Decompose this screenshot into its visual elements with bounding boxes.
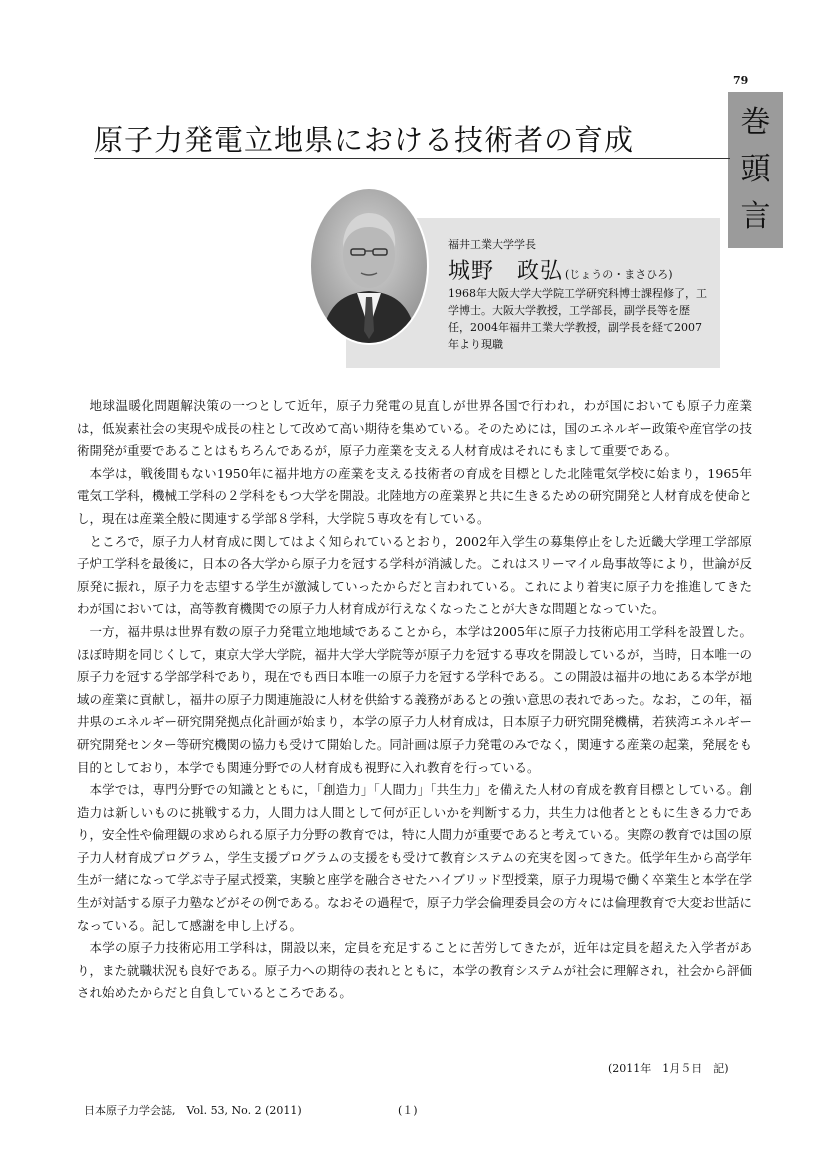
paragraph: 本学は，戦後間もない1950年に福井地方の産業を支える技術者の育成を目標とした北陸電気学校に始まり，1965年電気工学科，機械工学科の２学科をもつ大学を開設。北陸地方の産業界と共に生きるための研究開発と人材育成を使命とし，現在は産業全般に関連する学部８学科，大学院５専攻を有している。	[77, 465, 753, 526]
paragraph: ところで，原子力人材育成に関してはよく知られているとおり，2002年入学生の募集停止をした近畿大学理工学部原子炉工学科を最後に，日本の各大学から原子力を冠する学科が消滅した。これはスリーマイル島事故等により，世論が反原発に振れ，原子力を志望する学生が激減していったからだと言われている。これにより着実に原子力を推進してきたわが国においては，高等教育機関での原子力人材育成が行えなくなったことが大きな問題となっていた。	[77, 533, 752, 617]
section-tab-char: 言	[740, 198, 771, 234]
portrait-image	[311, 189, 427, 343]
journal-footer: 日本原子力学会誌, Vol. 53, No. 2 (2011)	[84, 1104, 302, 1117]
author-affiliation: 福井工業大学学長	[448, 238, 536, 251]
date-note: (2011年 1月５日 記)	[608, 1062, 729, 1075]
author-bio: 1968年大阪大学大学院工学研究科博士課程修了，工学博士。大阪大学教授，工学部長，副学長等を歴任，2004年福井工業大学教授，副学長を経て2007年より現職	[448, 287, 707, 351]
author-name-line	[448, 254, 673, 285]
article-title: 原子力発電立地県における技術者の育成	[94, 123, 635, 157]
paragraph: 本学では，専門分野での知識とともに，「創造力」「人間力」「共生力」を備えた人材の育成を教育目標としている。創造力は新しいものに挑戦する力，人間力は人間として何が正しいかを判断する力，共生力は他者とともに生きる力であり，安全性や倫理観の求められる原子力分野の教育では，特に人間力が重要であると考えている。実際の教育では国の原子力人材育成プログラム，学生支援プログラムの支援をも受けて教育システムの充実を図ってきた。低学年生から高学年生が一緒になって学ぶ寺子屋式授業，実験と座学を融合させたハイブリッド型授業，原子力現場で働く卒業生と本学在学生が対話する原子力塾などがその例である。なおその過程で，原子力学会倫理委員会の方々には倫理教育で大変お世話になっている。記して感謝を申し上げる。	[77, 782, 753, 933]
author-reading: (じょうの・まさひろ)	[565, 268, 673, 281]
footer-page-number: (１)	[398, 1104, 418, 1117]
paragraph: 本学の原子力技術応用工学科は，開設以来，定員を充足することに苦労してきたが，近年は定員を超えた入学者があり，また就職状況も良好である。原子力への期待の表れとともに，本学の教育システムが社会に理解され，社会から評価され始めたからだと自負しているところである。	[77, 940, 752, 1001]
section-tab-char: 巻	[740, 105, 771, 141]
section-tab-char: 頭	[740, 151, 771, 187]
page-number: 79	[733, 74, 749, 87]
author-name: 城野 政弘	[448, 259, 564, 284]
section-tab	[728, 92, 783, 248]
title-rule	[94, 158, 730, 159]
paragraph: 地球温暖化問題解決策の一つとして近年，原子力発電の見直しが世界各国で行われ，わが国においても原子力産業は，低炭素社会の実現や成長の柱として改めて高い期待を集めている。そのためには，国のエネルギー政策や産官学の技術開発が重要であることはもちろんであるが，原子力産業を支える人材育成はそれにもまして重要である。	[77, 398, 753, 459]
article-body	[77, 395, 752, 1005]
author-portrait	[311, 189, 427, 343]
paragraph: 一方，福井県は世界有数の原子力発電立地地域であることから，本学は2005年に原子力技術応用工学科を設置した。ほぼ時期を同じくして，東京大学大学院，福井大学大学院等が原子力を冠する専攻を開設しているが，当時，日本唯一の原子力を冠する学部学科であり，現在でも西日本唯一の原子力を冠する学科である。この開設は福井の地にある本学が地域の産業に貢献し，福井の原子力関連施設に人材を供給する義務があるとの強い意思の表れであった。なお，この年，福井県のエネルギー研究開発拠点化計画が始まり，本学の原子力人材育成は，日本原子力研究開発機構，若狭湾エネルギー研究開発センター等研究機関の協力も受けて開始した。同計画は原子力発電のみでなく，関連する産業の起業，発展をも目的としており，本学でも関連分野での人材育成も視野に入れ教育を行っている。	[77, 623, 753, 775]
